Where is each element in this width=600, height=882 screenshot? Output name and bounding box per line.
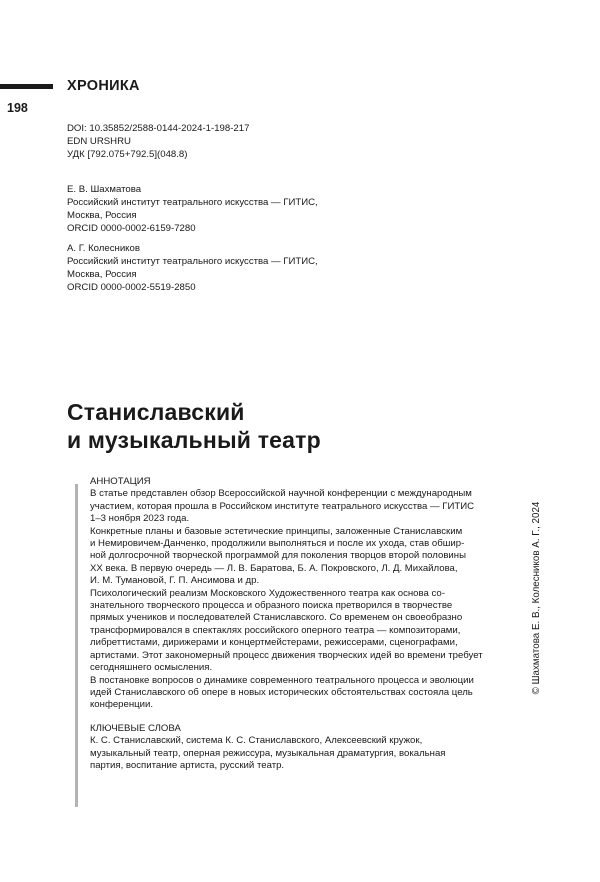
article-identifiers	[67, 122, 249, 161]
copyright-notice: © Шахматова Е. В., Колесников А. Г., 2024	[531, 501, 542, 695]
abstract-line: ной долгосрочной творческой программой для поколения творцов второй половины	[90, 550, 466, 562]
author-block	[67, 183, 318, 235]
keywords-line: музыкальный театр, оперная режиссура, музыкальная драматургия, вокальная	[90, 747, 446, 759]
keywords-line: К. С. Станиславский, система К. С. Станиславского, Алексеевский кружок,	[90, 735, 423, 747]
abstract-line: идей Станиславского об опере в новых исторических обстоятельствах состояла цель	[90, 686, 473, 698]
author-orcid[interactable]: ORCID 0000-0002-5519-2850	[67, 282, 196, 293]
udk: УДК [792.075+792.5](048.8)	[67, 149, 188, 160]
abstract-line: знательного творческого процесса и образного поиска претворился в творчестве	[90, 600, 453, 612]
author-name: А. Г. Колесников	[67, 243, 140, 254]
author-block	[67, 242, 318, 294]
abstract-line: Психологический реализм Московского Художественного театра как основа со-	[90, 587, 445, 599]
section-heading: ХРОНИКА	[67, 78, 140, 94]
page-number: 198	[7, 101, 28, 115]
author-name: Е. В. Шахматова	[67, 184, 142, 195]
abstract-heading: АННОТАЦИЯ	[90, 476, 151, 487]
abstract-line: и Немировичем-Данченко, продолжили выполняться и после их ухода, став обшир-	[90, 538, 465, 550]
abstract-line: участием, которая прошла в Российском институте театрального искусства — ГИТИС	[90, 500, 475, 512]
author-orcid[interactable]: ORCID 0000-0002-6159-7280	[67, 223, 196, 234]
edn: EDN URSHRU	[67, 136, 131, 147]
abstract-line: XX века. В первую очередь — Л. В. Баратова, Б. А. Покровского, Л. Д. Михайлова,	[90, 562, 458, 574]
title-line: и музыкальный театр	[67, 427, 321, 453]
abstract-line: либреттистами, дирижерами и концертмейстерами, режиссерами, сценографами,	[90, 637, 458, 649]
keywords-line: партия, воспитание артиста, русский театр.	[90, 759, 285, 771]
abstract-line: В статье представлен обзор Всероссийской научной конференции с международным	[90, 488, 472, 500]
spacer	[90, 712, 465, 723]
section-bar	[0, 84, 53, 89]
abstract-line: И. М. Тумановой, Г. П. Ансимова и др.	[90, 575, 260, 587]
abstract-line: прямых учеников и последователей Станиславского. Со временем он своеобразно	[90, 612, 463, 624]
abstract-line: артистами. Этот закономерный процесс движения творческих идей во времени требует	[90, 649, 483, 661]
abstract-rule	[75, 484, 78, 807]
author-affiliation: Российский институт театрального искусства — ГИТИС,	[67, 197, 318, 208]
abstract-line: конференции.	[90, 699, 154, 711]
author-affiliation: Российский институт театрального искусства — ГИТИС,	[67, 256, 318, 267]
abstract-line: сегодняшнего осмысления.	[90, 662, 213, 674]
abstract-line: 1–3 ноября 2023 года.	[90, 513, 190, 525]
author-location: Москва, Россия	[67, 269, 137, 280]
abstract-block	[90, 476, 483, 772]
abstract-line: трансформировался в спектаклях российского оперного театра — композиторами,	[90, 624, 461, 636]
abstract-line: Конкретные планы и базовые эстетические принципы, заложенные Станиславским	[90, 525, 463, 537]
abstract-line: В постановке вопросов о динамике современного театрального процесса и эволюции	[90, 674, 474, 686]
article-title	[67, 398, 321, 454]
keywords-heading: КЛЮЧЕВЫЕ СЛОВА	[90, 722, 181, 734]
doi[interactable]: DOI: 10.35852/2588-0144-2024-1-198-217	[67, 123, 250, 134]
title-line: Станиславский	[67, 399, 245, 425]
author-location: Москва, Россия	[67, 210, 137, 221]
